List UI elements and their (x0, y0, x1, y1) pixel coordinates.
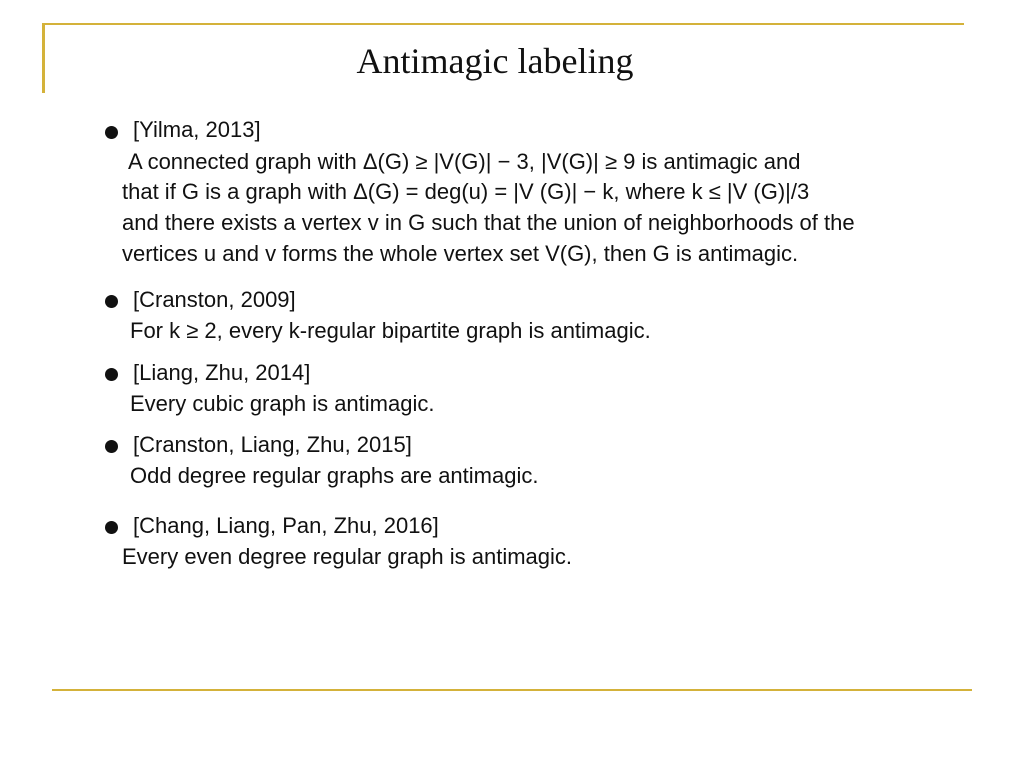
bullet-text-line: vertices u and v forms the whole vertex set V(G), then G is antimagic. (122, 241, 799, 266)
bullet-icon (105, 440, 118, 453)
bullet-citation: [Liang, Zhu, 2014] (133, 360, 311, 385)
bullet-icon (105, 295, 118, 308)
bullet-text-line: that if G is a graph with Δ(G) = deg(u) = |V (G)| − k, where k ≤ |V (G)|/3 (122, 179, 810, 204)
bullet-icon (105, 368, 118, 381)
bullet-text-line: A connected graph with Δ(G) ≥ |V(G)| − 3, |V(G)| ≥ 9 is antimagic and (128, 149, 801, 174)
bullet-text-line: Every even degree regular graph is antimagic. (122, 544, 573, 569)
bullet-text-line: and there exists a vertex v in G such that the union of neighborhoods of the (122, 210, 855, 235)
bullet-text-line: Odd degree regular graphs are antimagic. (130, 463, 539, 488)
bullet-icon (105, 126, 118, 139)
slide-title: Antimagic labeling (356, 41, 634, 81)
bullet-citation: [Chang, Liang, Pan, Zhu, 2016] (133, 513, 439, 538)
frame-top-line (42, 23, 964, 25)
bullet-citation: [Cranston, Liang, Zhu, 2015] (133, 432, 412, 457)
bullet-text-line: Every cubic graph is antimagic. (130, 391, 435, 416)
frame-bottom-line (52, 689, 972, 691)
bullet-citation: [Cranston, 2009] (133, 287, 296, 312)
bullet-icon (105, 521, 118, 534)
bullet-citation: [Yilma, 2013] (133, 117, 261, 142)
bullet-text-line: For k ≥ 2, every k-regular bipartite graph is antimagic. (130, 318, 651, 343)
